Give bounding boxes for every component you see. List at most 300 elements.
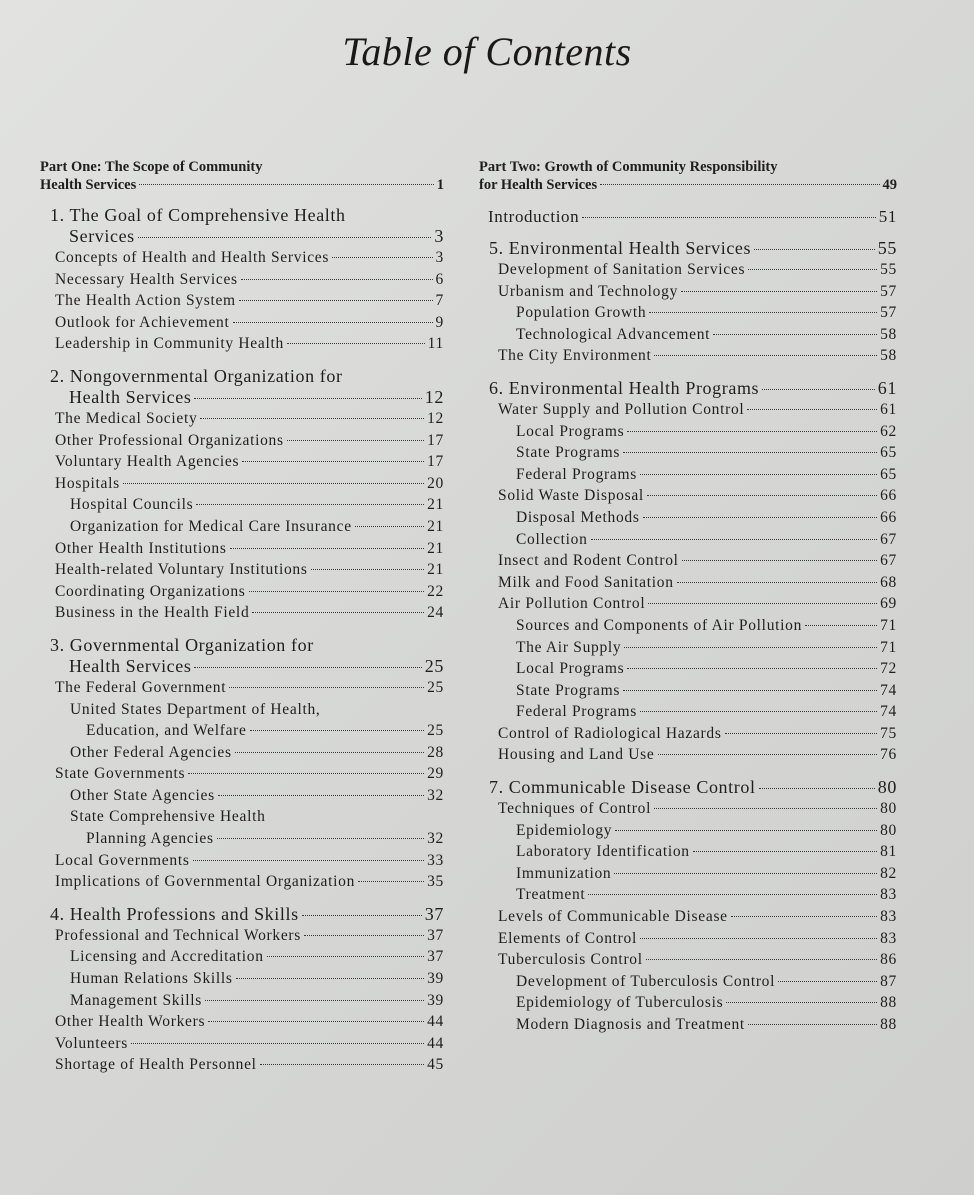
- dot-leader: [640, 474, 877, 475]
- toc-entry: [40, 538, 444, 560]
- chapter-entry: [479, 777, 897, 798]
- toc-entry: [479, 399, 897, 421]
- entry-label: The Air Supply: [516, 638, 622, 656]
- page-number: 74: [880, 703, 897, 721]
- entry-label: The City Environment: [498, 347, 652, 365]
- entry-label: State Programs: [516, 444, 621, 462]
- dot-leader: [627, 668, 877, 669]
- entry-label: Tuberculosis Control: [498, 951, 643, 969]
- page-number: 44: [427, 1034, 444, 1052]
- page-title: Table of Contents: [342, 29, 632, 74]
- dot-leader: [654, 355, 877, 356]
- entry-row: [498, 949, 897, 971]
- dot-leader: [229, 687, 424, 688]
- entry-label: Laboratory Identification: [516, 843, 690, 861]
- dot-leader: [249, 591, 425, 592]
- chapter-heading: [40, 205, 444, 247]
- toc-entry: [40, 1033, 444, 1055]
- toc-entry: [40, 677, 444, 699]
- entry-label-line: State Comprehensive Health: [70, 808, 266, 826]
- dot-leader: [233, 322, 433, 323]
- toc-entry: [40, 559, 444, 581]
- entry-label: Control of Radiological Hazards: [498, 724, 722, 742]
- chapter-heading: [479, 777, 897, 798]
- entry-row: [516, 1014, 897, 1036]
- dot-leader: [139, 184, 434, 185]
- dot-leader: [754, 249, 875, 250]
- toc-entry: [40, 850, 444, 872]
- dot-leader: [693, 851, 877, 852]
- entry-label: Other State Agencies: [70, 786, 215, 804]
- page-number: 81: [880, 843, 897, 861]
- toc-entry: [40, 806, 444, 849]
- entry-row: [55, 333, 444, 355]
- toc-entry: [479, 507, 897, 529]
- chapter-entry: [40, 387, 444, 408]
- toc-entry: [40, 581, 444, 603]
- entry-label: 7. Communicable Disease Control: [489, 777, 756, 798]
- dot-leader: [615, 830, 877, 831]
- part-title-line: Health Services: [40, 177, 137, 193]
- page-number: 72: [880, 660, 897, 678]
- entry-label: The Medical Society: [55, 409, 198, 427]
- entry-label: Health Services: [69, 386, 192, 407]
- dot-leader: [646, 959, 877, 960]
- entry-label: Organization for Medical Care Insurance: [70, 517, 352, 535]
- toc-entry: [479, 259, 897, 281]
- page-number: 28: [427, 743, 444, 761]
- toc-entry: [40, 516, 444, 538]
- toc-entry: [40, 430, 444, 452]
- toc-entry: [479, 324, 897, 346]
- page-number: 20: [427, 474, 444, 492]
- entry-label: Milk and Food Sanitation: [498, 573, 674, 591]
- entry-label: Air Pollution Control: [498, 595, 646, 613]
- entry-label: Hospitals: [55, 474, 120, 492]
- page-number: 61: [877, 377, 897, 398]
- entry-label: Elements of Control: [498, 929, 638, 947]
- entry-row: [516, 324, 897, 346]
- dot-leader: [250, 730, 424, 731]
- entry-row: [516, 680, 897, 702]
- page-number: 76: [880, 746, 897, 764]
- toc-entry: [40, 1011, 444, 1033]
- dot-leader: [131, 1043, 424, 1044]
- dot-leader: [205, 1000, 424, 1001]
- dot-leader: [731, 916, 877, 917]
- dot-leader: [759, 788, 875, 789]
- page-number: 21: [427, 561, 444, 579]
- entry-row: [516, 442, 897, 464]
- page-number: 80: [877, 777, 897, 798]
- dot-leader: [624, 647, 877, 648]
- page-number: 25: [427, 678, 444, 696]
- part-entry: [40, 176, 444, 194]
- entry-row: [516, 302, 897, 324]
- toc-entry: [479, 529, 897, 551]
- page-number: 68: [880, 573, 897, 591]
- toc-entry: [479, 884, 897, 906]
- entry-label: 4. Health Professions and Skills: [50, 903, 299, 924]
- toc-entry: [479, 798, 897, 820]
- page-number: 87: [880, 972, 897, 990]
- page-number: 32: [427, 786, 444, 804]
- page-number: 24: [427, 604, 444, 622]
- entry-row: [516, 529, 897, 551]
- page-number: 32: [427, 830, 444, 848]
- toc-entry: [40, 699, 444, 742]
- entry-label: Concepts of Health and Health Services: [55, 249, 330, 266]
- dot-leader: [640, 938, 877, 939]
- entry-label: Local Programs: [516, 660, 625, 678]
- toc-entry: [40, 990, 444, 1012]
- toc-entry: [479, 949, 897, 971]
- page-number: 44: [427, 1013, 444, 1031]
- page-number: 65: [880, 465, 897, 483]
- dot-leader: [682, 560, 877, 561]
- dot-leader: [332, 257, 432, 258]
- left-column: [40, 158, 444, 1076]
- page-number: 17: [427, 431, 444, 449]
- entry-row: [498, 572, 897, 594]
- dot-leader: [748, 269, 877, 270]
- dot-leader: [623, 690, 877, 691]
- chapter-title-line: 2. Nongovernmental Organization for: [50, 365, 343, 386]
- entry-row: [55, 1054, 444, 1076]
- dot-leader: [194, 398, 421, 399]
- page-number: 86: [880, 951, 897, 969]
- chapter-heading: [40, 904, 444, 925]
- chapter-title-line: 1. The Goal of Comprehensive Health: [50, 205, 346, 225]
- chapter-entry: [479, 238, 897, 259]
- entry-label: Planning Agencies: [86, 830, 214, 848]
- page-number: 1: [436, 177, 444, 193]
- toc-entry: [479, 723, 897, 745]
- page-number: 75: [880, 724, 897, 742]
- entry-row: [55, 312, 444, 334]
- entry-row: [498, 259, 897, 281]
- entry-label: Voluntary Health Agencies: [55, 453, 240, 471]
- page-number: 29: [427, 765, 444, 783]
- page-number: 83: [880, 886, 897, 904]
- entry-label: Levels of Communicable Disease: [498, 908, 728, 926]
- toc-entry: [479, 928, 897, 950]
- page-number: 57: [880, 304, 897, 322]
- dot-leader: [355, 526, 424, 527]
- toc-entry: [479, 637, 897, 659]
- toc-entry: [479, 680, 897, 702]
- dot-leader: [304, 935, 424, 936]
- part-title-line: Part One: The Scope of Community: [40, 159, 263, 175]
- toc-entry: [40, 290, 444, 312]
- entry-continuation: [70, 720, 444, 742]
- entry-label: Technological Advancement: [516, 325, 711, 343]
- toc-entry: [479, 701, 897, 723]
- page-number: 17: [427, 453, 444, 471]
- toc-entry: [40, 247, 444, 269]
- dot-leader: [643, 517, 878, 518]
- entry-label: Necessary Health Services: [55, 270, 238, 288]
- toc-entry: [479, 442, 897, 464]
- page-number: 82: [880, 864, 897, 882]
- page-number: 37: [427, 948, 444, 966]
- entry-row: [516, 658, 897, 680]
- dot-leader: [805, 625, 877, 626]
- entry-row: [516, 884, 897, 906]
- entry-label: Epidemiology of Tuberculosis: [516, 994, 724, 1012]
- chapter-title-line: 3. Governmental Organization for: [50, 634, 314, 655]
- page-number: 39: [427, 970, 444, 988]
- entry-row: [55, 290, 444, 312]
- page-number: 66: [880, 508, 897, 526]
- toc-entry: [40, 408, 444, 430]
- toc-entry: [479, 863, 897, 885]
- page-number: 3: [434, 226, 444, 246]
- page-number: 69: [880, 595, 897, 613]
- entry-row: [516, 701, 897, 723]
- entry-row: [55, 473, 444, 495]
- toc-entry: [40, 742, 444, 764]
- page-number: 7: [435, 292, 444, 310]
- page-number: 67: [880, 552, 897, 570]
- dot-leader: [200, 418, 424, 419]
- chapter-entry: [40, 656, 444, 677]
- entry-row: [516, 820, 897, 842]
- entry-label: Insect and Rodent Control: [498, 552, 679, 570]
- dot-leader: [713, 334, 877, 335]
- entry-row: [498, 906, 897, 928]
- entry-label: Hospital Councils: [70, 496, 194, 514]
- dot-leader: [267, 956, 424, 957]
- entry-row: [55, 925, 444, 947]
- page-number: 21: [427, 539, 444, 557]
- page-number: 71: [880, 638, 897, 656]
- dot-leader: [311, 569, 424, 570]
- toc-entry: [40, 494, 444, 516]
- entry-row: [55, 602, 444, 624]
- toc-entry: [40, 946, 444, 968]
- entry-label: Sources and Components of Air Pollution: [516, 616, 803, 634]
- page-number: 61: [880, 400, 897, 418]
- page-number: 6: [435, 270, 444, 288]
- dot-leader: [236, 978, 424, 979]
- chapter-entry: [40, 226, 444, 247]
- entry-row: [55, 763, 444, 785]
- toc-entry: [40, 602, 444, 624]
- toc-entry: [40, 1054, 444, 1076]
- dot-leader: [614, 873, 877, 874]
- page-number: 22: [427, 582, 444, 600]
- page-number: 25: [424, 655, 444, 676]
- dot-leader: [647, 495, 877, 496]
- entry-label: Volunteers: [55, 1034, 129, 1052]
- dot-leader: [194, 667, 421, 668]
- toc-entry: [479, 421, 897, 443]
- entry-row: [516, 637, 897, 659]
- dot-leader: [677, 582, 877, 583]
- page-number: 58: [880, 325, 897, 343]
- entry-row: [55, 559, 444, 581]
- entry-label: Education, and Welfare: [86, 722, 247, 740]
- dot-leader: [193, 860, 425, 861]
- toc-entry: [479, 744, 897, 766]
- entry-row: [55, 871, 444, 893]
- page-number: 67: [880, 530, 897, 548]
- chapter-entry: [40, 904, 444, 925]
- page-number: 33: [427, 851, 444, 869]
- toc-entry: [40, 785, 444, 807]
- entry-row: [55, 451, 444, 473]
- entry-row: [55, 408, 444, 430]
- entry-label: The Federal Government: [55, 678, 227, 696]
- entry-label: Disposal Methods: [516, 508, 640, 526]
- dot-leader: [623, 452, 877, 453]
- dot-leader: [648, 603, 877, 604]
- dot-leader: [627, 431, 877, 432]
- entry-label-line: United States Department of Health,: [70, 700, 321, 718]
- toc-entry: [40, 333, 444, 355]
- entry-label: Other Federal Agencies: [70, 743, 232, 761]
- page-number: 21: [427, 496, 444, 514]
- toc-entry: [479, 550, 897, 572]
- page-number: 83: [880, 908, 897, 926]
- part-one-heading: [40, 158, 444, 194]
- page-number: 80: [880, 800, 897, 818]
- part-title-line: for Health Services: [479, 177, 598, 193]
- entry-label: Outlook for Achievement: [55, 313, 230, 331]
- entry-row: [55, 581, 444, 603]
- entry-label: Treatment: [516, 886, 586, 904]
- entry-row: [70, 494, 444, 516]
- chapter-entry: [479, 378, 897, 399]
- dot-leader: [762, 389, 875, 390]
- toc-entry: [479, 464, 897, 486]
- toc-entry: [40, 451, 444, 473]
- page-number: 11: [427, 335, 444, 353]
- page-number: 25: [427, 722, 444, 740]
- entry-row: [498, 744, 897, 766]
- dot-leader: [235, 752, 424, 753]
- entry-row: [498, 593, 897, 615]
- page-number: 51: [878, 207, 897, 226]
- chapter-heading: [40, 366, 444, 408]
- page-number: 49: [882, 177, 897, 193]
- entry-row: [70, 742, 444, 764]
- entry-row: [70, 516, 444, 538]
- entry-row: [55, 1033, 444, 1055]
- toc-entry: [479, 971, 897, 993]
- dot-leader: [252, 612, 424, 613]
- toc-entry: [479, 820, 897, 842]
- entry-label: Urbanism and Technology: [498, 282, 679, 300]
- page-number: 66: [880, 487, 897, 505]
- toc-entry: [479, 615, 897, 637]
- right-column: [479, 158, 897, 1036]
- entry-label: Implications of Governmental Organization: [55, 873, 356, 891]
- entry-label: Local Programs: [516, 422, 625, 440]
- entry-label: Other Health Institutions: [55, 539, 227, 557]
- page-number: 37: [427, 926, 444, 944]
- entry-label: Collection: [516, 530, 588, 548]
- toc-entry: [479, 841, 897, 863]
- toc-entry: [479, 658, 897, 680]
- toc-entry: [479, 281, 897, 303]
- entry-label: Other Health Workers: [55, 1013, 206, 1031]
- entry-label: Management Skills: [70, 991, 203, 1009]
- entry-row: [498, 485, 897, 507]
- dot-leader: [681, 291, 877, 292]
- entry-label: Local Governments: [55, 851, 190, 869]
- page-number: 12: [427, 409, 444, 427]
- dot-leader: [654, 808, 877, 809]
- page-number: 57: [880, 282, 897, 300]
- entry-row: [498, 399, 897, 421]
- entry-label: Epidemiology: [516, 821, 613, 839]
- entry-row: [516, 464, 897, 486]
- toc-entry: [40, 763, 444, 785]
- entry-label: Other Professional Organizations: [55, 431, 284, 449]
- entry-label: Federal Programs: [516, 465, 637, 483]
- page-number: 12: [424, 386, 444, 407]
- dot-leader: [302, 915, 422, 916]
- dot-leader: [649, 312, 877, 313]
- entry-row: [516, 615, 897, 637]
- entry-label: Housing and Land Use: [498, 746, 655, 764]
- dot-leader: [241, 279, 433, 280]
- entry-row: [55, 538, 444, 560]
- entry-label: Health Services: [69, 655, 192, 676]
- part-two-heading: [479, 158, 897, 194]
- toc-entry: [40, 968, 444, 990]
- entry-label: Techniques of Control: [498, 800, 652, 818]
- entry-row: [516, 507, 897, 529]
- chapter-heading: [479, 238, 897, 259]
- dot-leader: [591, 539, 878, 540]
- dot-leader: [239, 300, 433, 301]
- entry-label: Development of Sanitation Services: [498, 261, 746, 278]
- dot-leader: [588, 894, 877, 895]
- entry-label: Immunization: [516, 864, 612, 882]
- toc-entry: [40, 473, 444, 495]
- toc-entry: [40, 871, 444, 893]
- entry-label: Professional and Technical Workers: [55, 926, 302, 944]
- entry-label: Shortage of Health Personnel: [55, 1056, 257, 1074]
- dot-leader: [188, 773, 424, 774]
- page-number: 58: [880, 347, 897, 365]
- entry-row: [498, 345, 897, 367]
- entry-row: [55, 1011, 444, 1033]
- page-number: 39: [427, 991, 444, 1009]
- entry-row: [70, 990, 444, 1012]
- entry-row: [70, 946, 444, 968]
- entry-label: Health-related Voluntary Institutions: [55, 561, 308, 579]
- dot-leader: [287, 440, 424, 441]
- page-number: 80: [880, 821, 897, 839]
- entry-label: Modern Diagnosis and Treatment: [516, 1016, 745, 1033]
- dot-leader: [748, 1024, 877, 1025]
- entry-row: [55, 430, 444, 452]
- dot-leader: [600, 184, 879, 185]
- page-number: 45: [427, 1056, 444, 1074]
- entry-row: [498, 281, 897, 303]
- toc-entry: [40, 269, 444, 291]
- entry-row: [498, 798, 897, 820]
- dot-leader: [287, 343, 425, 344]
- dot-leader: [778, 981, 877, 982]
- dot-leader: [208, 1021, 424, 1022]
- entry-label: Introduction: [488, 207, 580, 226]
- entry-row: [516, 421, 897, 443]
